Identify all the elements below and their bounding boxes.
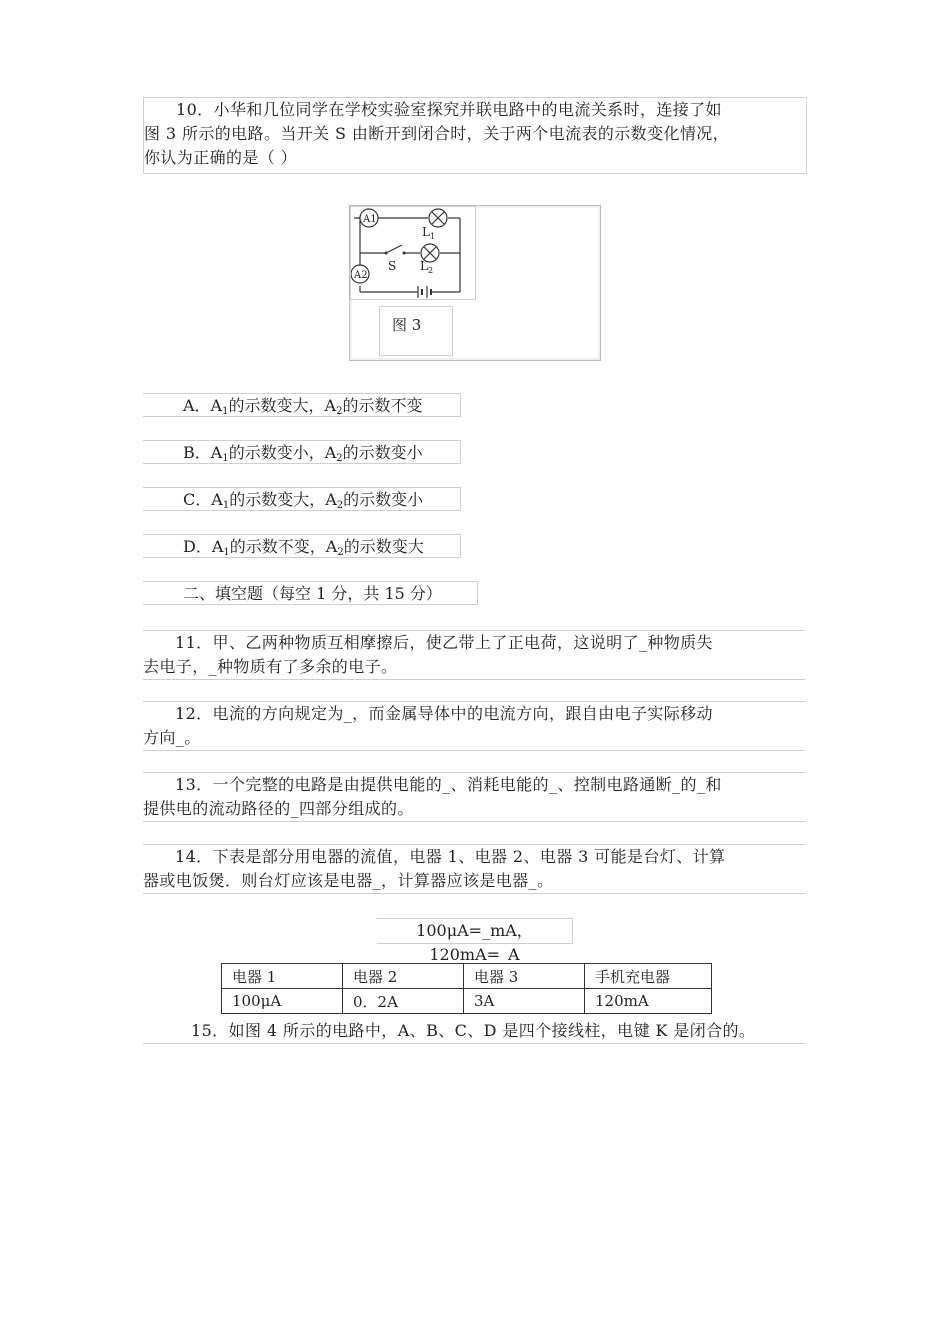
question-12-line-1: 12．电流的方向规定为_，而金属导体中的电流方向，跟自由电子实际移动 <box>175 704 713 723</box>
question-15 <box>143 1019 805 1044</box>
table-header-row <box>222 964 712 989</box>
question-10 <box>143 97 807 174</box>
table-header-cell: 电器 1 <box>222 964 343 989</box>
question-11-line-2: 去电子，_种物质有了多余的电子。 <box>143 657 398 676</box>
svg-text:A1: A1 <box>363 214 377 225</box>
ammeter-a1-icon <box>360 209 378 227</box>
option-b: B．$A_1$的示数变小，$A_2$的示数变小 <box>143 440 461 464</box>
svg-text:S: S <box>388 259 397 273</box>
table-header-cell: 电器 3 <box>464 964 585 989</box>
lamp-l1-icon <box>429 209 447 227</box>
question-11 <box>143 630 805 680</box>
option-c: C．$A_1$的示数变大，$A_2$的示数变小 <box>143 487 461 511</box>
figure-3-caption: 图 3 <box>379 306 453 356</box>
question-13-line-1: 13．一个完整的电路是由提供电能的_、消耗电能的_、控制电路通断_的_和 <box>175 775 722 794</box>
question-12 <box>143 701 805 751</box>
question-14-line-1: 14．下表是部分用电器的流值，电器 1、电器 2、电器 3 可能是台灯、计算 <box>175 847 726 866</box>
circuit-diagram <box>350 206 476 300</box>
svg-text:A2: A2 <box>354 270 368 281</box>
question-10-line-1: 10．小华和几位同学在学校实验室探究并联电路中的电流关系时，连接了如 <box>176 100 722 119</box>
question-10-line-3: 你认为正确的是（ ） <box>144 148 298 167</box>
svg-text:2: 2 <box>428 266 434 275</box>
svg-text:1: 1 <box>430 232 436 241</box>
svg-text:L: L <box>422 225 430 239</box>
option-a: A．$A_1$的示数变大，$A_2$的示数不变 <box>143 393 461 417</box>
question-14 <box>143 844 805 894</box>
question-11-line-1: 11．甲、乙两种物质互相摩擦后，使乙带上了正电荷，这说明了_种物质失 <box>175 633 713 652</box>
question-13 <box>143 772 805 822</box>
svg-text:L: L <box>420 259 428 273</box>
ammeter-a2-icon <box>351 265 369 283</box>
question-13-line-2: 提供电的流动路径的_四部分组成的。 <box>143 799 414 818</box>
table-header-cell: 手机充电器 <box>585 964 712 989</box>
table-header-cell: 电器 2 <box>343 964 464 989</box>
option-d: D．$A_1$的示数不变，$A_2$的示数变大 <box>143 534 461 558</box>
question-14-line-2: 器或电饭煲．则台灯应该是电器_，计算器应该是电器_。 <box>143 871 554 890</box>
question-12-line-2: 方向_。 <box>143 728 201 747</box>
section-2-heading: 二、填空题（每空 1 分，共 15 分） <box>143 581 478 605</box>
question-10-line-2: 图 3 所示的电路。当开关 S 由断开到闭合时，关于两个电流表的示数变化情况， <box>144 124 730 143</box>
unit-conversion-line: 100μA=_mA，120mA=_A <box>377 918 573 944</box>
table-cell: 120mA <box>585 989 712 1014</box>
table-cell: 100μA <box>222 989 343 1014</box>
table-cell: 0．2A <box>343 989 464 1014</box>
appliance-current-table <box>221 963 712 1014</box>
question-15-line-1: 15．如图 4 所示的电路中，A、B、C、D 是四个接线柱，电键 K 是闭合的。 <box>191 1021 756 1040</box>
table-row <box>222 989 712 1014</box>
table-cell: 3A <box>464 989 585 1014</box>
